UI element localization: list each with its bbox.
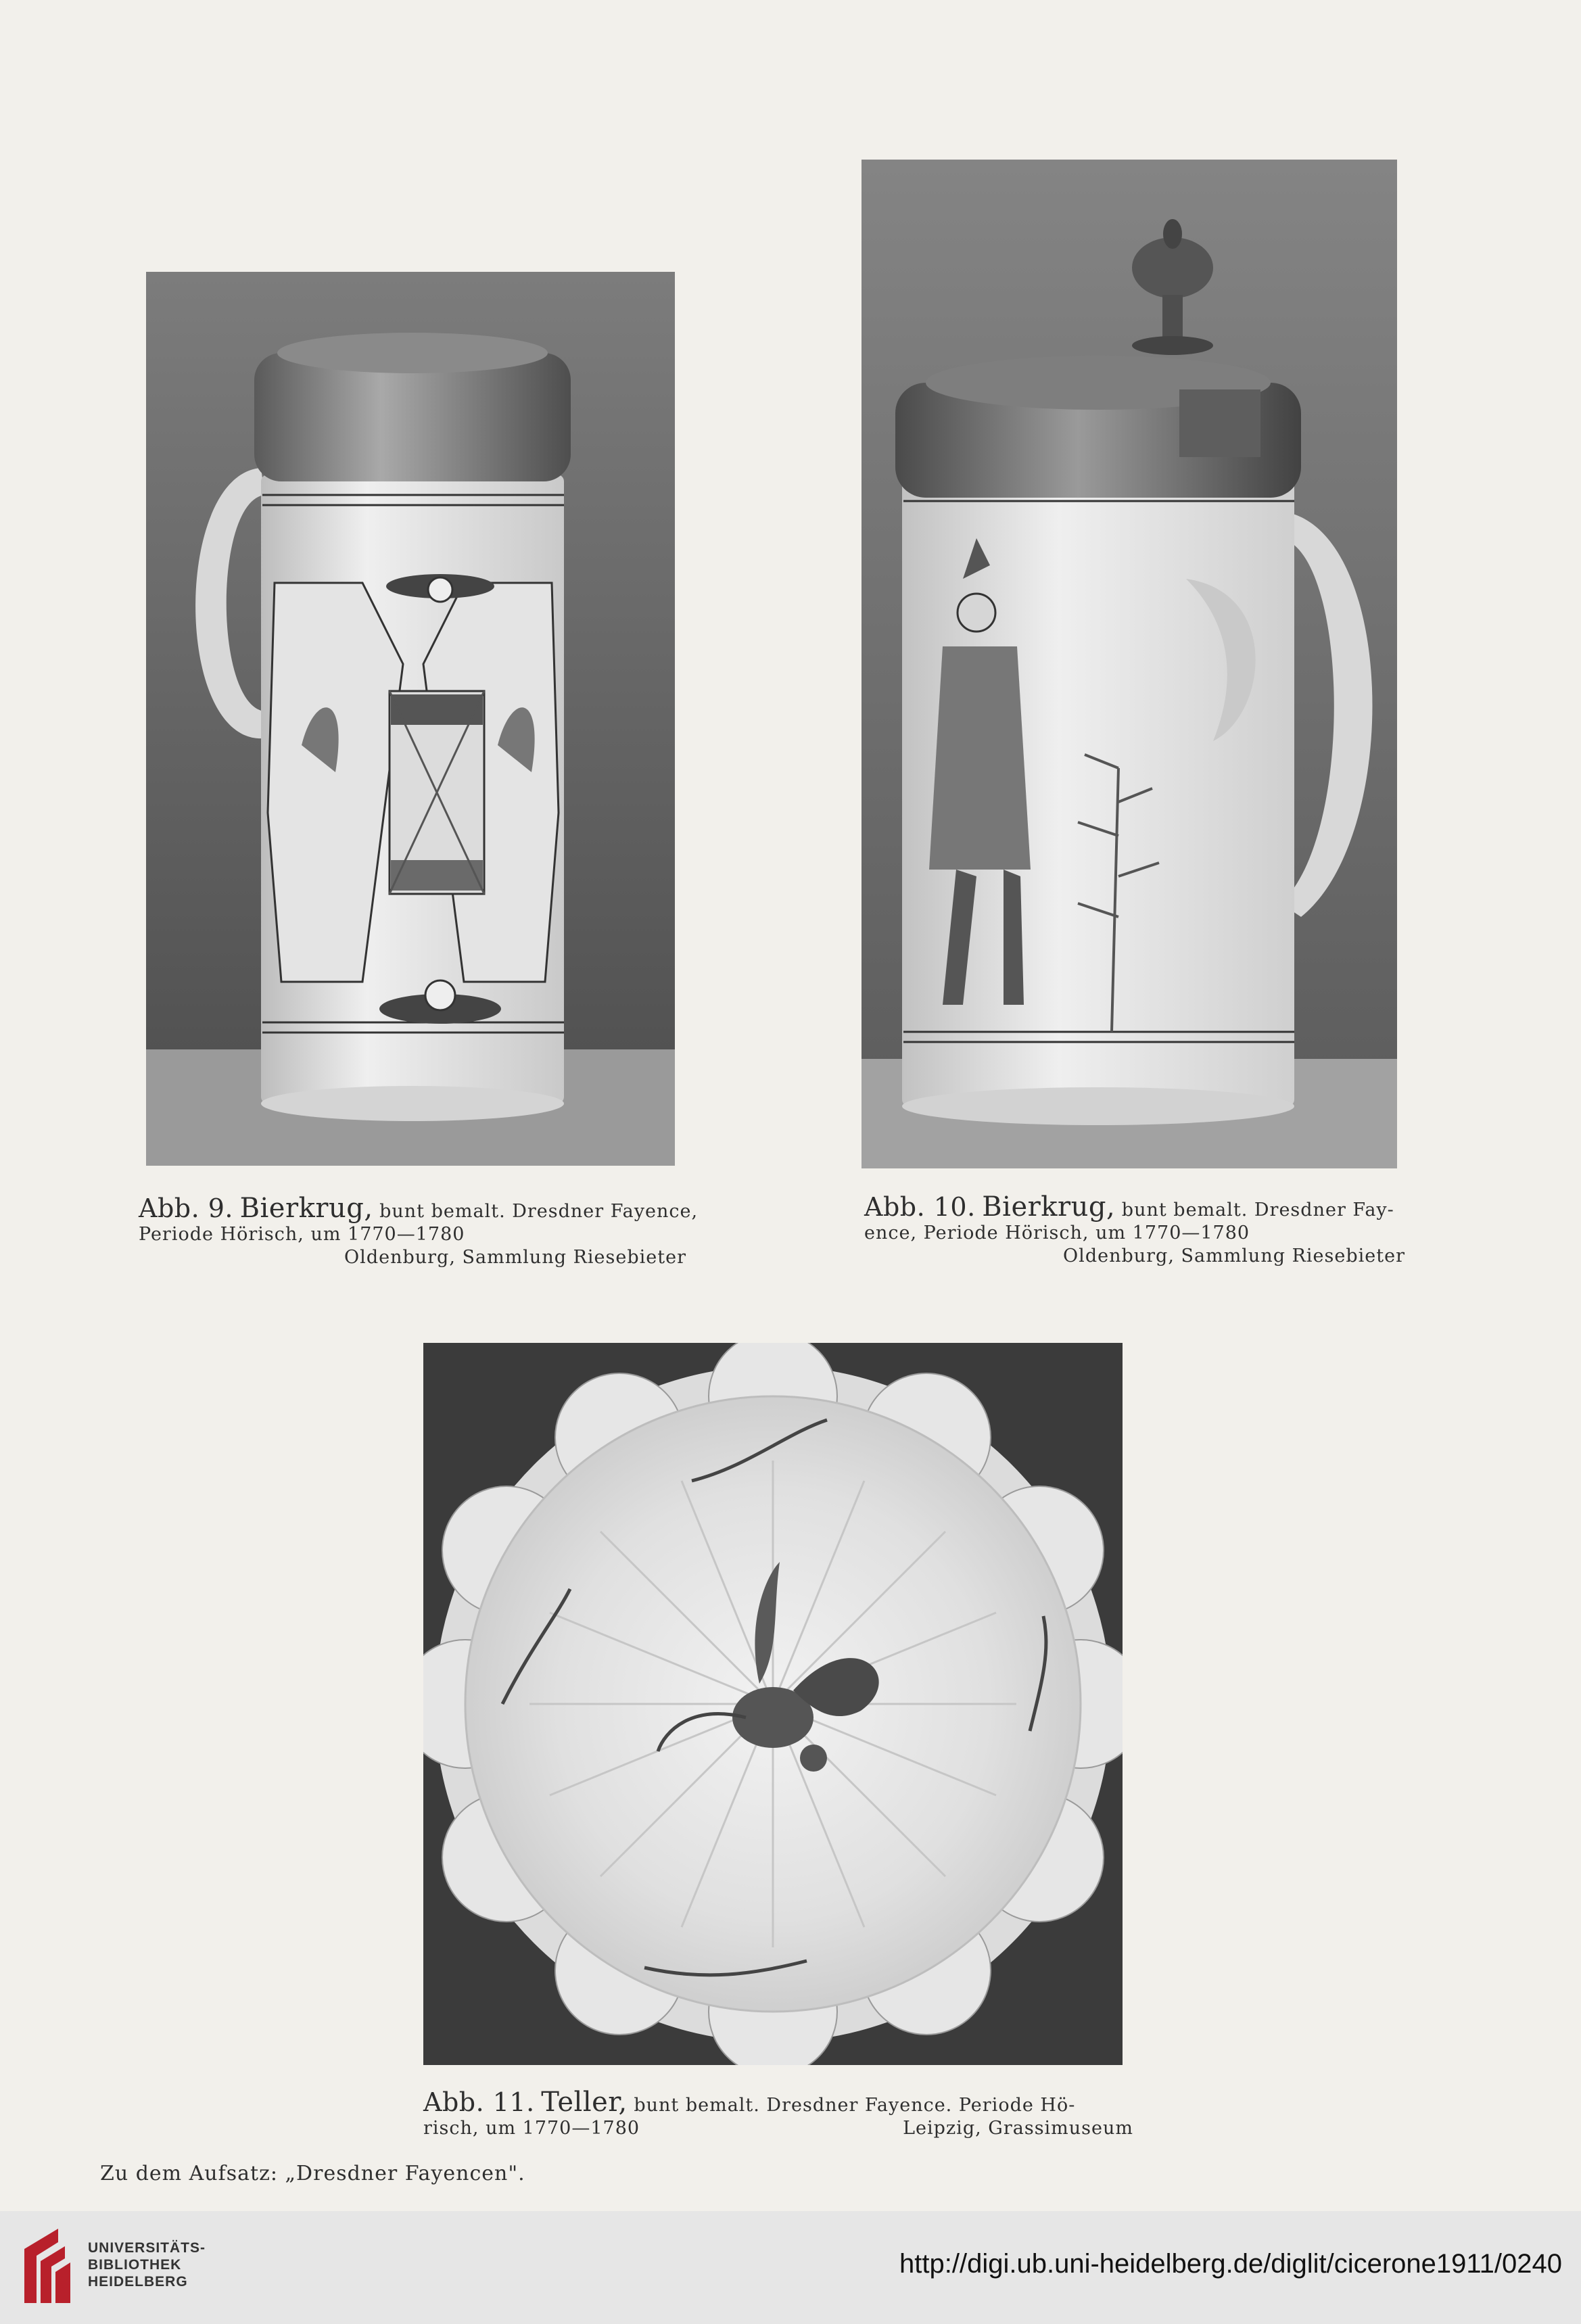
figure-9-period: Periode Hörisch, um 1770—1780: [139, 1224, 465, 1245]
figure-9-number: Abb. 9.: [139, 1193, 234, 1223]
figure-10-caption-line-1: [864, 1191, 1405, 1223]
figure-10-desc: bunt bemalt. Dresdner Fay-: [1121, 1200, 1394, 1220]
figure-11-object: Teller,: [541, 2087, 628, 2118]
figure-10-caption: [864, 1191, 1405, 1268]
figure-10-period: ence, Periode Hörisch, um 1770—1780: [864, 1223, 1250, 1243]
figure-10-location: Oldenburg, Sammlung Riesebieter: [1063, 1246, 1405, 1266]
figure-11-period: risch, um 1770—1780: [423, 2118, 640, 2139]
library-name-line-2: BIBLIOTHEK: [88, 2257, 182, 2273]
figure-11-location: Leipzig, Grassimuseum: [903, 2118, 1133, 2139]
figure-10-photo: [862, 160, 1397, 1168]
figure-9-photo: [146, 272, 675, 1166]
beer-mug-illustration: [146, 272, 675, 1166]
figure-9-location: Oldenburg, Sammlung Riesebieter: [344, 1247, 686, 1268]
beer-mug-with-figure-illustration: [862, 160, 1397, 1168]
figure-11-photo: [423, 1343, 1123, 2065]
figure-9-caption-line-1: [139, 1193, 699, 1224]
figure-10-number: Abb. 10.: [864, 1192, 976, 1222]
figure-11-caption: [423, 2087, 1133, 2140]
library-name-line-3: HEIDELBERG: [88, 2274, 188, 2290]
figure-9-object: Bierkrug,: [239, 1193, 373, 1224]
library-name: [88, 2239, 206, 2290]
footer-bar: [0, 2211, 1581, 2324]
figure-11-desc: bunt bemalt. Dresdner Fayence. Periode Hö-: [634, 2095, 1076, 2116]
figure-11-caption-line-1: [423, 2087, 1133, 2118]
source-url-link[interactable]: http://digi.ub.uni-heidelberg.de/diglit/cicerone1911/0240: [899, 2249, 1562, 2279]
figure-11-caption-line-2: [423, 2117, 1133, 2140]
article-note: Zu dem Aufsatz: „Dresdner Fayencen".: [100, 2162, 525, 2185]
plate-illustration: [423, 1343, 1123, 2065]
university-library-logo-icon[interactable]: [18, 2222, 92, 2310]
figure-9-desc: bunt bemalt. Dresdner Fayence,: [379, 1201, 699, 1222]
figure-11-number: Abb. 11.: [423, 2087, 535, 2117]
figure-10-object: Bierkrug,: [982, 1191, 1116, 1223]
figure-9-caption: [139, 1193, 699, 1269]
library-name-line-1: UNIVERSITÄTS-: [88, 2240, 206, 2256]
